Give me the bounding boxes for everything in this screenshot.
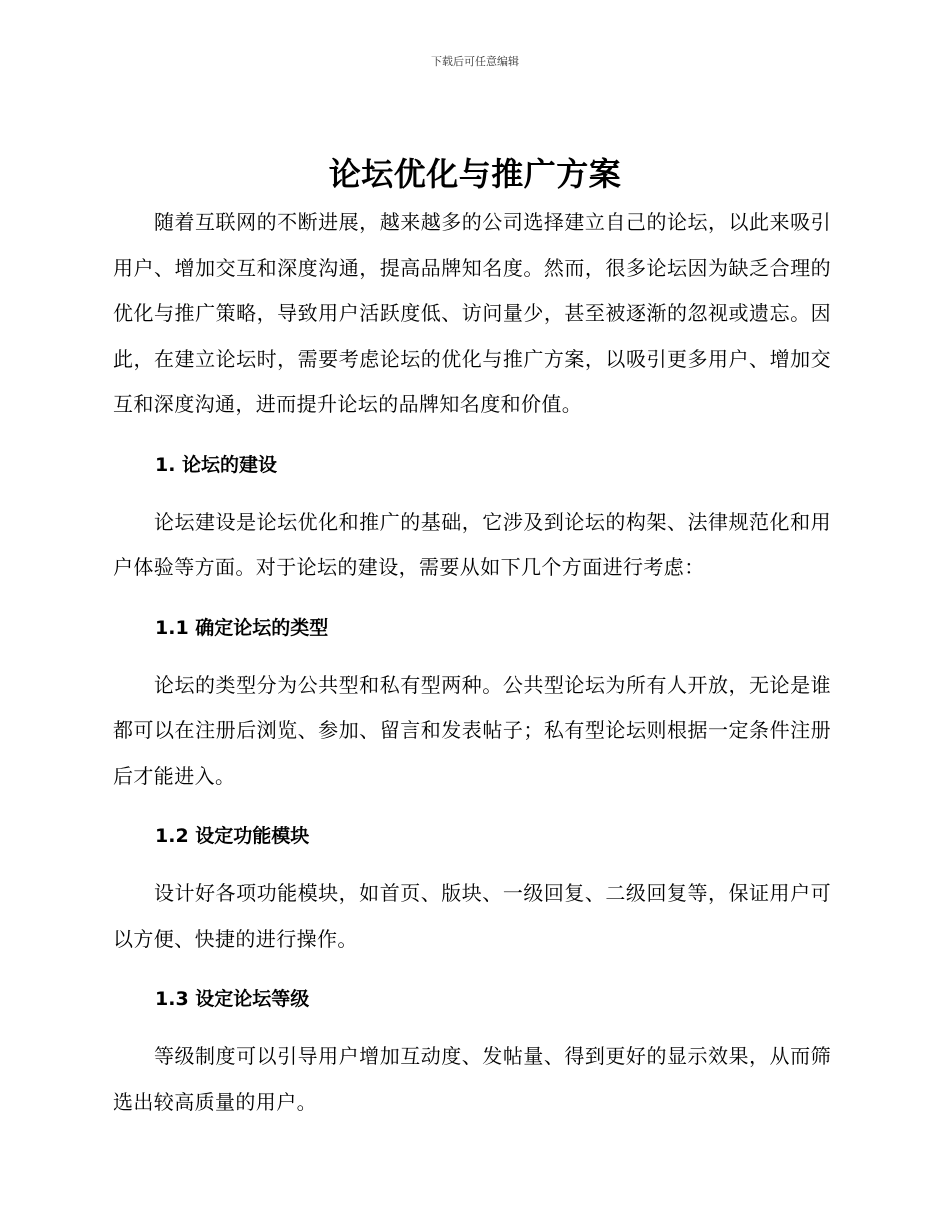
document-title: 论坛优化与推广方案: [328, 155, 622, 193]
section-heading-forum-type: 1.1 确定论坛的类型: [155, 616, 329, 639]
document-body: [113, 200, 831, 1125]
spacer: [113, 962, 831, 984]
spacer: [113, 591, 831, 613]
spacer: [113, 799, 831, 821]
section-heading-construction: 1. 论坛的建设: [155, 453, 278, 476]
section-paragraph-modules: 设计好各项功能模块，如首页、版块、一级回复、二级回复等，保证用户可以方便、快捷的进行操作。: [113, 881, 831, 951]
section-heading-modules: 1.2 设定功能模块: [155, 825, 310, 847]
section-heading-levels: 1.3 设定论坛等级: [155, 988, 310, 1010]
spacer: [113, 480, 831, 500]
spacer: [113, 643, 831, 663]
section-paragraph-forum-type: 论坛的类型分为公共型和私有型两种。公共型论坛为所有人开放，无论是谁都可以在注册后浏览、参加、留言和发表帖子；私有型论坛则根据一定条件注册后才能进入。: [113, 672, 831, 788]
spacer: [113, 1014, 831, 1034]
intro-paragraph: 随着互联网的不断进展，越来越多的公司选择建立自己的论坛，以此来吸引用户、增加交互和深度沟通，提高品牌知名度。然而，很多论坛因为缺乏合理的优化与推广策略，导致用户活跃度低、访问量少，甚至被逐渐的忽视或遗忘。因此，在建立论坛时，需要考虑论坛的优化与推广方案，以吸引更多用户、增加交互和深度沟通，进而提升论坛的品牌知名度和价值。: [113, 210, 831, 416]
section-paragraph-construction: 论坛建设是论坛优化和推广的基础，它涉及到论坛的构架、法律规范化和用户体验等方面。对于论坛的建设，需要从如下几个方面进行考虑：: [113, 509, 831, 579]
spacer: [113, 851, 831, 871]
section-paragraph-levels: 等级制度可以引导用户增加互动度、发帖量、得到更好的显示效果，从而筛选出较高质量的用户。: [113, 1044, 831, 1114]
spacer: [113, 428, 831, 450]
page-header-note: 下载后可任意编辑: [431, 55, 519, 68]
